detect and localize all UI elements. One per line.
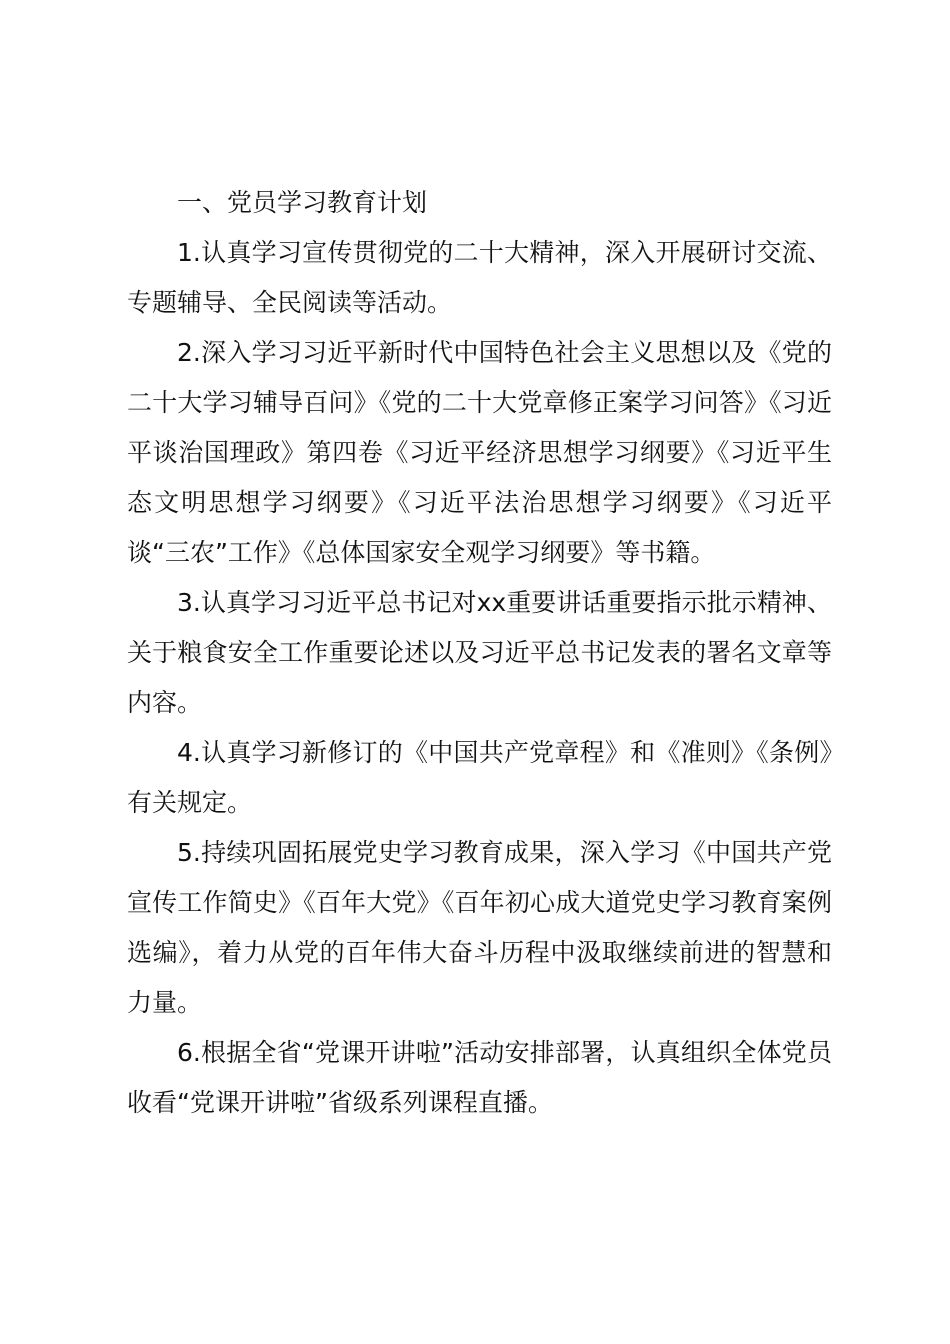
paragraph-6: 6.根据全省“党课开讲啦”活动安排部署，认真组织全体党员收看“党课开讲啦”省级系列课程直播。 bbox=[127, 1038, 832, 1117]
paragraph-1: 1.认真学习宣传贯彻党的二十大精神，深入开展研讨交流、专题辅导、全民阅读等活动。 bbox=[127, 238, 832, 317]
paragraph-2: 2.深入学习习近平新时代中国特色社会主义思想以及《党的二十大学习辅导百问》《党的二十大党章修正案学习问答》《习近平谈治国理政》第四卷《习近平经济思想学习纲要》《习近平生态文明思想学习纲要》《习近平法治思想学习纲要》《习近平谈“三农”工作》《总体国家安全观学习纲要》等书籍。 bbox=[127, 338, 832, 567]
paragraph-5: 5.持续巩固拓展党史学习教育成果，深入学习《中国共产党宣传工作简史》《百年大党》《百年初心成大道党史学习教育案例选编》，着力从党的百年伟大奋斗历程中汲取继续前进的智慧和力量。 bbox=[127, 838, 832, 1017]
paragraph-3: 3.认真学习习近平总书记对xx重要讲话重要指示批示精神、关于粮食安全工作重要论述以及习近平总书记发表的署名文章等内容。 bbox=[127, 588, 832, 717]
paragraph-4: 4.认真学习新修订的《中国共产党章程》和《准则》《条例》有关规定。 bbox=[127, 738, 832, 817]
section-heading: 一、党员学习教育计划 bbox=[177, 188, 428, 217]
document-page bbox=[127, 178, 832, 1128]
